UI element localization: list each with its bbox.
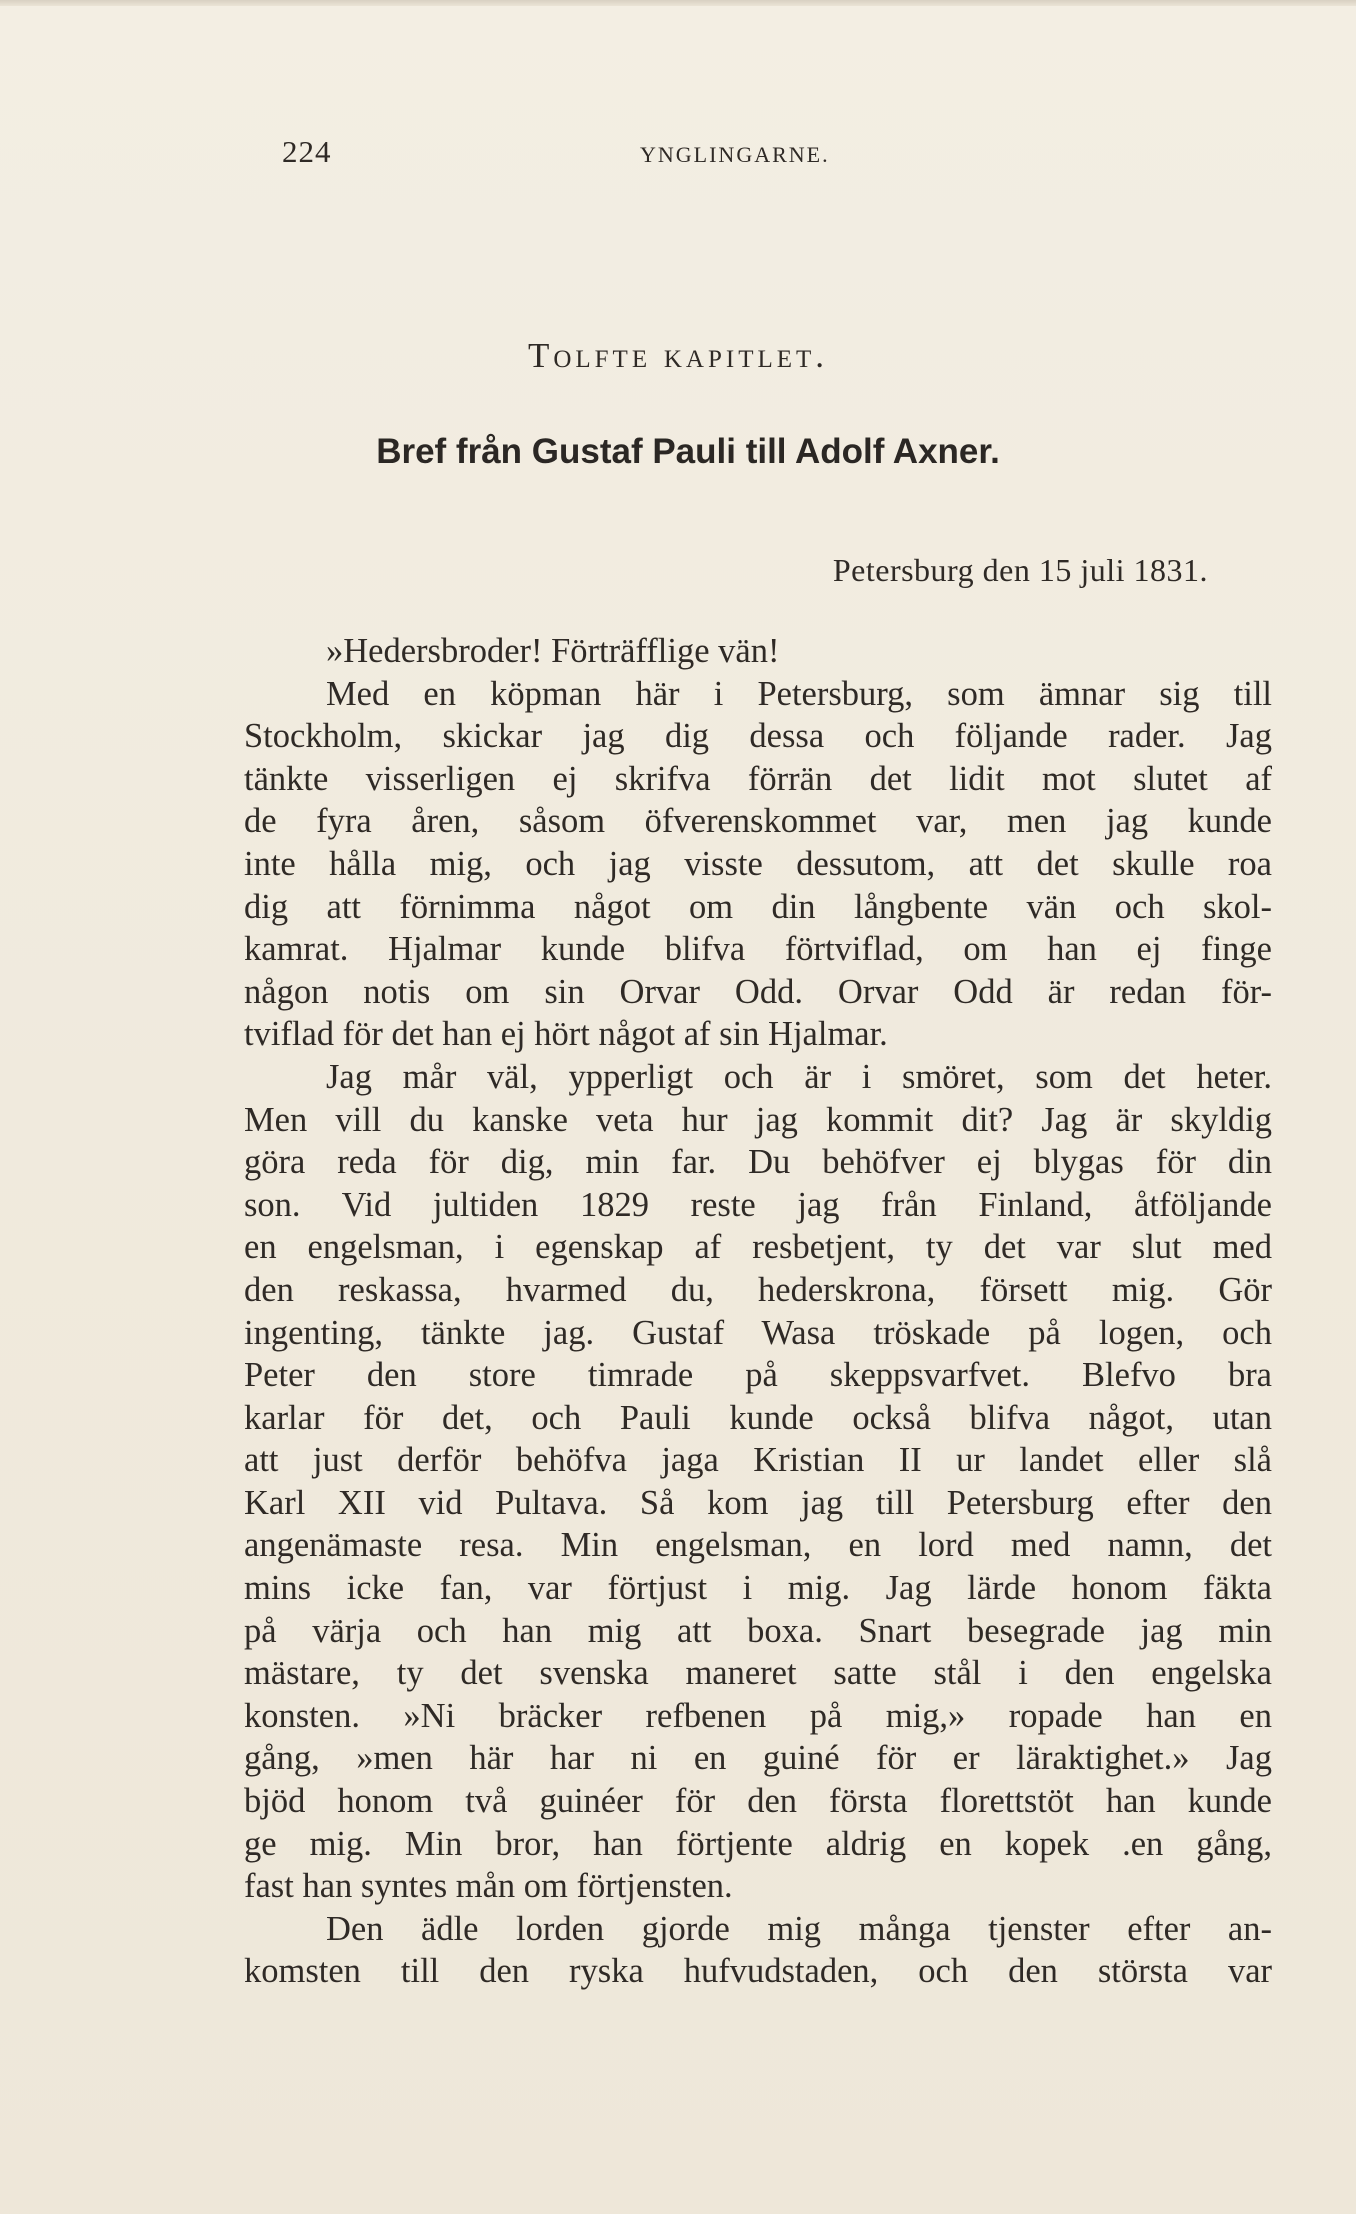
text-line: på värja och han mig att boxa. Snart besegrade jag min — [244, 1611, 1272, 1650]
text-line: gång, »men här har ni en guiné för er läraktighet.» Jag — [244, 1739, 1272, 1778]
text-line: Med en köpman här i Petersburg, som ämnar sig till — [326, 674, 1272, 713]
text-line: Men vill du kanske veta hur jag kommit dit? Jag är skyldig — [244, 1100, 1272, 1139]
text-line: mästare, ty det svenska maneret satte stål i den engelska — [244, 1654, 1272, 1693]
text-line: Karl XII vid Pultava. Så kom jag till Petersburg efter den — [244, 1483, 1272, 1522]
text-line: »Hedersbroder! Förträfflige vän! — [326, 632, 780, 670]
text-line: ingenting, tänkte jag. Gustaf Wasa tröskade på logen, och — [244, 1313, 1272, 1352]
text-line: fast han syntes mån om förtjensten. — [244, 1867, 733, 1906]
chapter-title: Tolfte kapitlet. — [527, 336, 829, 375]
text-line: att just derför behöfva jaga Kristian II ur landet eller slå — [244, 1441, 1272, 1480]
text-line: mins icke fan, var förtjust i mig. Jag lärde honom fäkta — [244, 1569, 1272, 1608]
text-line: komsten till den ryska hufvudstaden, och den största var — [244, 1952, 1272, 1991]
page-top-edge — [0, 0, 1356, 6]
text-line: någon notis om sin Orvar Odd. Orvar Odd är redan för- — [244, 972, 1272, 1011]
text-line: inte hålla mig, och jag visste dessutom, att det skulle roa — [244, 844, 1272, 883]
text-line: angenämaste resa. Min engelsman, en lord med namn, det — [244, 1526, 1272, 1565]
running-head — [0, 134, 1356, 174]
text-line: dig att förnimma något om din långbente vän och skol- — [244, 887, 1272, 926]
text-line: göra reda för dig, min far. Du behöfver ej blygas för din — [244, 1143, 1272, 1182]
running-title: YNGLINGARNE. — [640, 142, 830, 167]
text-line: en engelsman, i egenskap af resbetjent, ty det var slut med — [244, 1228, 1272, 1267]
text-line: bjöd honom två guinéer för den första florettstöt han kunde — [244, 1782, 1272, 1821]
text-line: ge mig. Min bror, han förtjente aldrig en kopek .en gång, — [244, 1824, 1272, 1863]
text-line: son. Vid jultiden 1829 reste jag från Finland, åtföljande — [244, 1185, 1272, 1224]
letter-dateline: Petersburg den 15 juli 1831. — [832, 552, 1208, 588]
text-line: Jag mår väl, ypperligt och är i smöret, som det heter. — [326, 1057, 1272, 1096]
text-line: Stockholm, skickar jag dig dessa och följande rader. Jag — [244, 717, 1272, 756]
text-line: Den ädle lorden gjorde mig många tjenster efter an- — [326, 1909, 1272, 1948]
letter-heading: Bref från Gustaf Pauli till Adolf Axner. — [376, 432, 1000, 471]
text-line: kamrat. Hjalmar kunde blifva förtviflad, om han ej finge — [244, 930, 1272, 969]
text-line: de fyra åren, såsom öfverenskommet var, men jag kunde — [244, 802, 1272, 841]
text-line: den reskassa, hvarmed du, hederskrona, försett mig. Gör — [244, 1270, 1272, 1309]
text-line: tviflad för det han ej hört något af sin Hjalmar. — [244, 1015, 888, 1054]
body-text — [244, 630, 1272, 1993]
text-line: konsten. »Ni bräcker refbenen på mig,» ropade han en — [244, 1696, 1272, 1735]
text-line: tänkte visserligen ej skrifva förrän det lidit mot slutet af — [244, 759, 1272, 798]
text-line: karlar för det, och Pauli kunde också blifva något, utan — [244, 1398, 1272, 1437]
page-number: 224 — [282, 134, 332, 169]
text-line: Peter den store timrade på skeppsvarfvet. Blefvo bra — [244, 1356, 1272, 1395]
